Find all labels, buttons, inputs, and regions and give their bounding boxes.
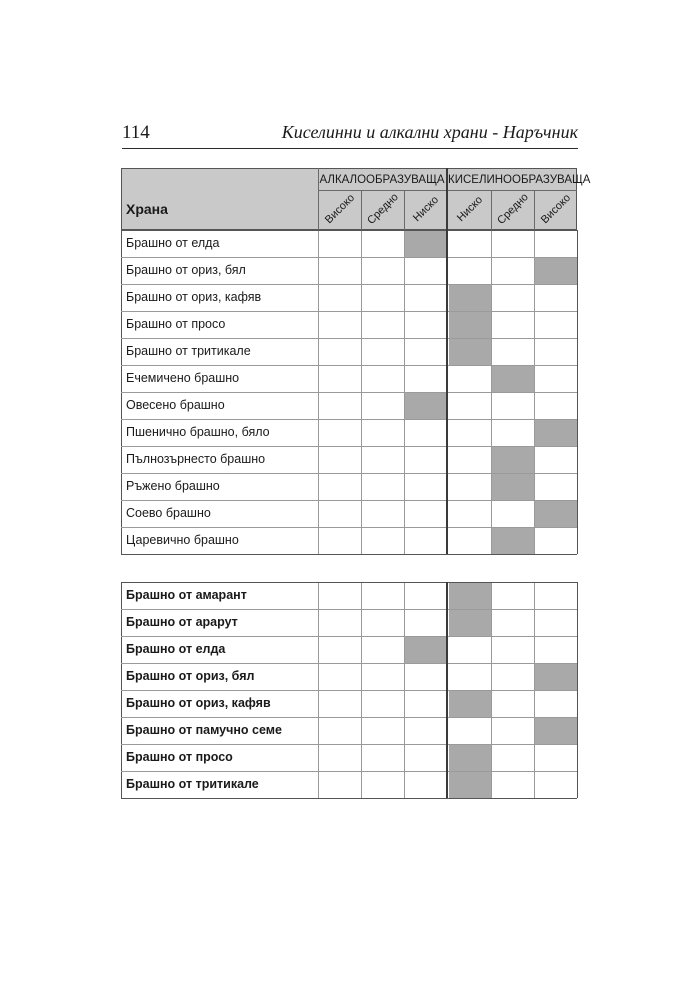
running-title: Киселинни и алкални храни - Наръчник <box>281 122 578 142</box>
group-title-alkaline: АЛКАЛООБРАЗУВАЩА <box>319 174 445 186</box>
level-marker <box>535 718 577 744</box>
food-name: Брашно от ориз, бял <box>126 263 246 277</box>
food-name: Ръжено брашно <box>126 479 220 493</box>
group-title-acidic: КИСЕЛИНООБРАЗУВАЩА <box>448 174 591 186</box>
level-label: Ниско <box>410 193 442 225</box>
food-name: Пшенично брашно, бяло <box>126 425 270 439</box>
level-marker <box>449 339 491 365</box>
group-separator <box>446 230 448 554</box>
level-marker <box>449 312 491 338</box>
level-label: Високо <box>538 191 573 227</box>
level-marker <box>492 366 534 392</box>
food-name: Брашно от тритикале <box>126 777 259 791</box>
level-label: Средно <box>364 191 401 227</box>
food-name: Брашно от ориз, кафяв <box>126 696 271 710</box>
food-name: Царевично брашно <box>126 533 239 547</box>
level-label: Ниско <box>454 193 485 225</box>
level-label: Средно <box>494 191 531 227</box>
level-marker <box>535 501 577 527</box>
level-marker <box>449 285 491 311</box>
level-marker <box>449 772 491 798</box>
food-name: Брашно от просо <box>126 317 226 331</box>
food-name: Брашно от арарут <box>126 615 238 629</box>
level-marker <box>535 664 577 690</box>
page-number: 114 <box>122 122 150 143</box>
level-marker <box>535 420 577 446</box>
table-border <box>577 582 578 798</box>
food-column-header: Храна <box>126 201 168 217</box>
level-marker <box>492 528 534 554</box>
food-name: Брашно от елда <box>126 642 226 656</box>
level-marker <box>405 393 448 419</box>
food-name: Овесено брашно <box>126 398 225 412</box>
level-marker <box>449 610 491 636</box>
table-border <box>577 230 578 554</box>
food-name: Брашно от амарант <box>126 588 247 602</box>
food-name: Брашно от памучно семе <box>126 723 282 737</box>
level-marker <box>535 258 577 284</box>
level-marker <box>492 447 534 473</box>
food-name: Соево брашно <box>126 506 211 520</box>
food-name: Пълнозърнесто брашно <box>126 452 266 466</box>
level-marker <box>405 231 448 257</box>
food-name: Брашно от ориз, кафяв <box>126 290 262 304</box>
food-name: Брашно от просо <box>126 750 233 764</box>
level-label: Високо <box>322 191 357 227</box>
row-divider <box>121 798 577 799</box>
level-marker <box>449 583 491 609</box>
group-separator <box>446 582 448 798</box>
level-marker <box>492 474 534 500</box>
food-name: Брашно от тритикале <box>126 344 251 358</box>
row-divider <box>121 554 577 555</box>
food-name: Брашно от ориз, бял <box>126 669 255 683</box>
level-marker <box>449 691 491 717</box>
food-name: Ечемичено брашно <box>126 371 240 385</box>
group-separator <box>446 168 448 230</box>
level-marker <box>449 745 491 771</box>
page-header <box>122 118 578 149</box>
level-marker <box>405 637 448 663</box>
food-name: Брашно от елда <box>126 236 220 250</box>
